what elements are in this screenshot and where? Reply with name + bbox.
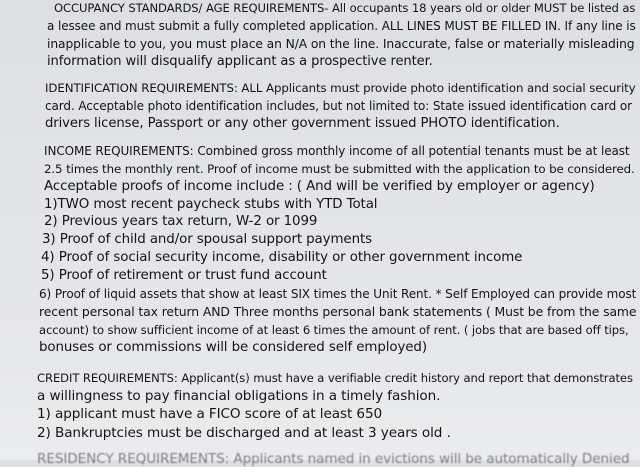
credit-list-item: 1) applicant must have a FICO score of at least 650 [37, 406, 383, 422]
occupancy-heading-line: OCCUPANCY STANDARDS/ AGE REQUIREMENTS- All occupants 18 years old or older MUST be listed as [54, 1, 636, 15]
identification-line: card. Acceptable photo identification includes, but not limited to: State issued identification card or [45, 99, 632, 113]
credit-line: a willingness to pay financial obligations in a timely fashion. [37, 388, 441, 404]
occupancy-line: information will disqualify applicant as a prospective renter. [47, 54, 433, 69]
income-line: 2.5 times the monthly rent. Proof of income must be submitted with the application to be considered. [44, 162, 635, 176]
credit-heading-line: CREDIT REQUIREMENTS: Applicant(s) must have a verifiable credit history and report that demonstrates [37, 371, 633, 385]
income-line: account) to show sufficient income of at least 6 times the amount of rent. ( jobs that are based off tips, [39, 323, 629, 337]
income-list-item: 3) Proof of child and/or spousal support payments [42, 232, 372, 247]
income-list-item: 5) Proof of retirement or trust fund account [41, 268, 327, 283]
income-line: bonuses or commissions will be considered self employed) [39, 340, 427, 355]
income-heading-line: INCOME REQUIREMENTS: Combined gross monthly income of all potential tenants must be at least [44, 144, 630, 158]
occupancy-line: inapplicable to you, you must place an N/A on the line. Inaccurate, false or materially misleading [47, 37, 635, 51]
income-list-item: 2) Previous years tax return, W-2 or 1099 [44, 214, 318, 229]
income-list-item: 6) Proof of liquid assets that show at least SIX times the Unit Rent. * Self Employed can provide most [39, 287, 637, 301]
occupancy-line: a lessee and must submit a fully completed application. ALL LINES MUST BE FILLED IN. If any line is [47, 19, 636, 33]
identification-line: drivers license, Passport or any other government issued PHOTO identification. [45, 116, 560, 131]
income-line: Acceptable proofs of income include : ( And will be verified by employer or agency) [44, 179, 595, 194]
income-list-item: 4) Proof of social security income, disability or other government income [41, 250, 523, 265]
identification-heading-line: IDENTIFICATION REQUIREMENTS: ALL Applicants must provide photo identification and social security [45, 81, 636, 95]
credit-list-item: 2) Bankruptcies must be discharged and at least 3 years old . [37, 425, 451, 441]
income-line: recent personal tax return AND Three months personal bank statements ( Must be from the same [39, 304, 637, 319]
residency-heading-line-partial: RESIDENCY REQUIREMENTS: Applicants named in evictions will be automatically Denied [37, 451, 630, 467]
income-list-item: 1)TWO most recent paycheck stubs with YTD Total [44, 197, 378, 212]
